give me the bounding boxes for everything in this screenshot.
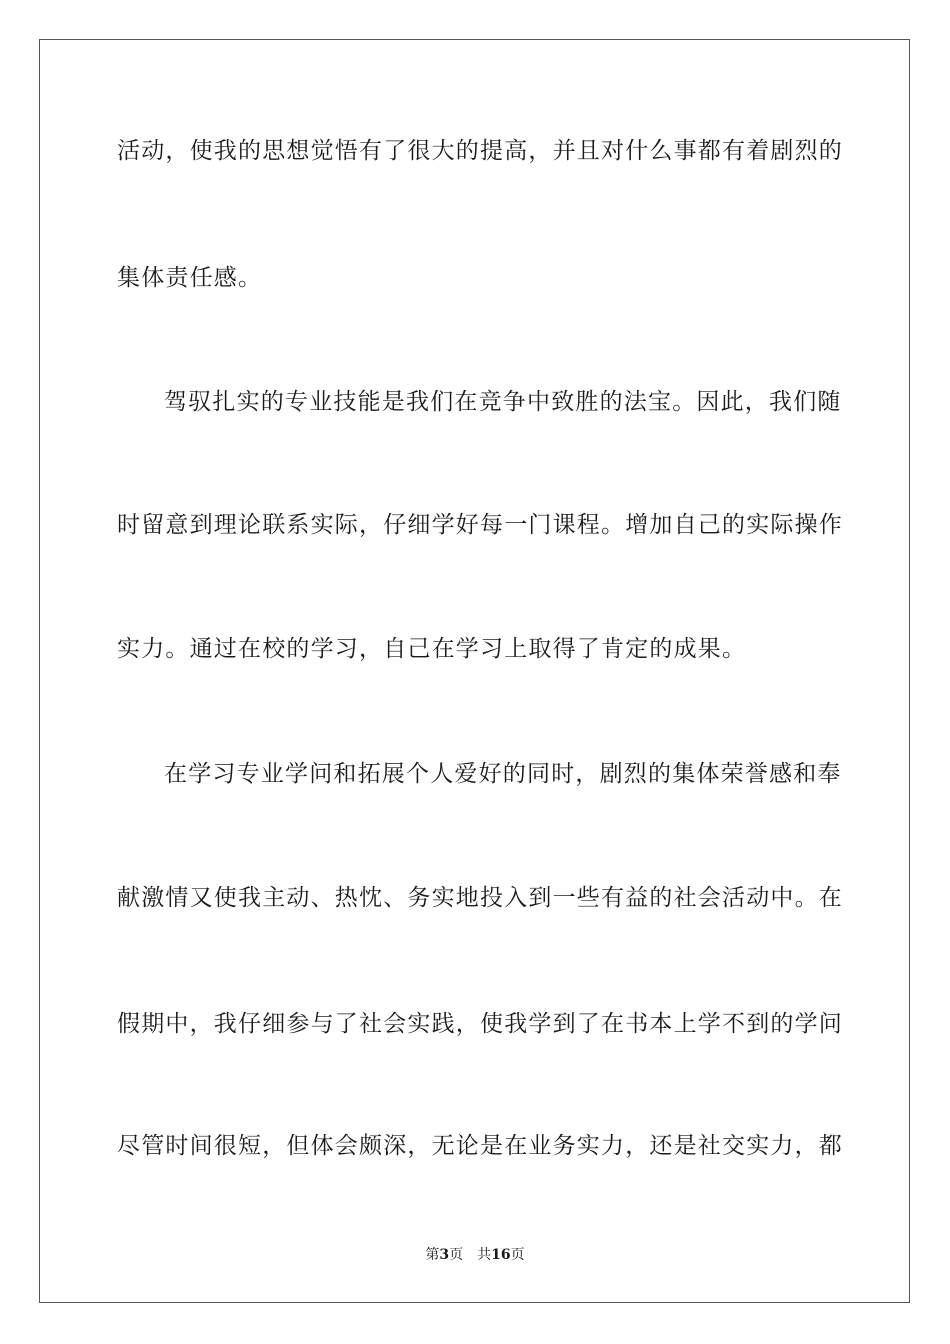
page-prefix: 第 — [425, 1247, 440, 1263]
total-suffix: 页 — [510, 1247, 525, 1263]
page-footer — [0, 1246, 950, 1264]
page-number: 3 — [439, 1247, 450, 1263]
body-line-3: 驾驭扎实的专业技能是我们在竞争中致胜的法宝。因此，我们随 — [164, 389, 842, 415]
total-prefix: 共 — [477, 1247, 492, 1263]
total-pages: 16 — [491, 1247, 511, 1263]
body-line-2: 集体责任感。 — [117, 265, 263, 291]
body-line-4: 时留意到理论联系实际，仔细学好每一门课程。增加自己的实际操作 — [117, 512, 843, 538]
body-line-7: 献激情又使我主动、热忱、务实地投入到一些有益的社会活动中。在 — [117, 885, 843, 911]
body-line-9: 尽管时间很短，但体会颇深，无论是在业务实力，还是社交实力，都 — [117, 1133, 843, 1159]
body-line-6: 在学习专业学问和拓展个人爱好的同时，剧烈的集体荣誉感和奉 — [164, 761, 842, 787]
body-line-1: 活动，使我的思想觉悟有了很大的提高，并且对什么事都有着剧烈的 — [117, 138, 843, 164]
page-suffix: 页 — [449, 1247, 464, 1263]
body-line-5: 实力。通过在校的学习，自己在学习上取得了肯定的成果。 — [117, 636, 747, 662]
body-line-8: 假期中，我仔细参与了社会实践，使我学到了在书本上学不到的学问 — [117, 1011, 843, 1037]
page-border — [39, 39, 910, 1303]
